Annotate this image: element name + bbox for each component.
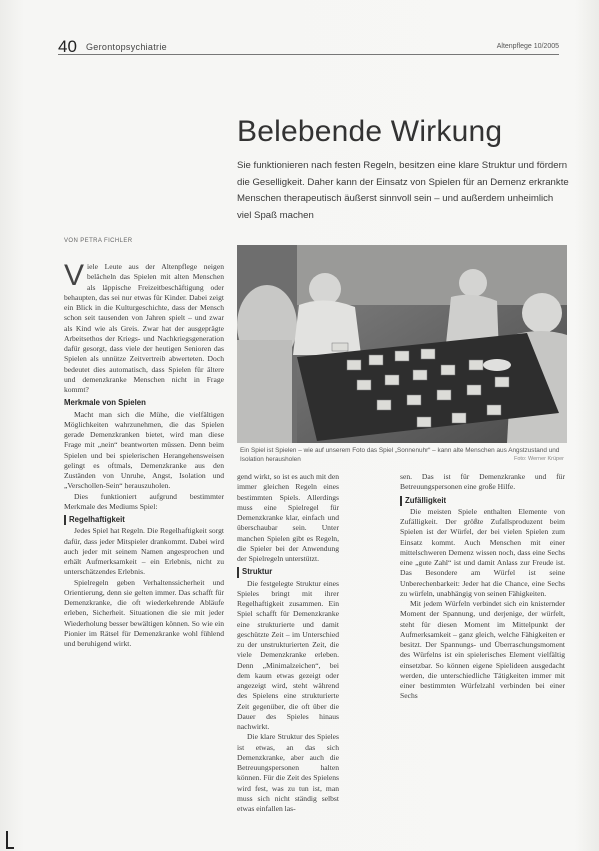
article-lead: Sie funktionieren nach festen Regeln, besitzen eine klare Struktur und fördern die Geselligkeit. Daher kann der Einsatz von Spielen für an Demenz erkrankte Menschen therapeutisch äußerst sinnvoll sein – und außerdem unheimlich viel Spaß machen: [237, 160, 569, 221]
article-photo: [237, 245, 567, 443]
paragraph: Die meisten Spiele enthalten Elemente von Zufälligkeit. Der größte Zufallsproduzent beim Spielen ist der Würfel, der bei vielen Spielen zum Einsatz kommt. Auch Menschen mit einer mittelschweren Demenz wissen noch, dass eine Sechs eine „gute Zahl“ ist und damit Anlass zur Freude ist. Das Besondere am Würfel ist seine Unberechenbarkeit: Jeder hat die Chance, eine Sechs zu würfeln, unabhängig von seinen Fähigkeiten.: [400, 506, 565, 598]
photo-illustration: [237, 245, 567, 443]
paragraph: sen. Das ist für Demenzkranke und für Betreuungspersonen eine große Hilfe.: [400, 472, 565, 492]
paragraph: Die klare Struktur des Spieles ist etwas, an das sich Demenzkranke, aber auch die Betreuungspersonen halten können. Für die Zeit des Spielens wird fest, was zu tun ist, man muss sich nicht ständig selbst etwas einfallen las-: [237, 732, 339, 813]
intro-text: iele Leute aus der Altenpflege neigen belächeln das Spielen mit alten Menschen als läppische Freizeitbeschäftigung oder behaupten, das sei nur etwas für Kinder. Dabei zeigt ein Blick in die Kulturgeschichte, dass der Mensch schon seit tausenden von Jahren spielt – und zwar als Kind wie als Greis. Zwar hat der ausgeprägte Arbeitsethos der Kriegs- und Nachkriegsgeneration dafür gesorgt, dass viele der heutigen Senioren das Spielen als unnütze Zeitvertreib abwerteten. Doch bedeutet dies automatisch, dass Spielen für ältere und demenzkranke Menschen nicht in Frage kommt?: [64, 262, 224, 394]
text-column-3: [400, 472, 565, 702]
subheading-struktur: Struktur: [237, 567, 339, 577]
photo-credit: Foto: Werner Krüper: [513, 456, 564, 462]
text-column-2: [237, 472, 339, 814]
author-line: VON PETRA FICHLER: [64, 238, 133, 244]
caption-text: Ein Spiel ist Spielen – wie auf unserem Foto das Spiel „Sonnenuhr“ – kann alte Menschen aus Angstzustand und Isolation herausholen: [240, 447, 560, 463]
subheading-zufaelligkeit: Zufälligkeit: [400, 496, 565, 506]
paragraph: gend wirkt, so ist es auch mit den immer gleichen Regeln eines bestimmten Spiels. Allerdings muss eine Spielregel für Demenzkranke klar, einfach und überschaubar sein. Unter manchen Spielen gibt es Regeln, die Spieler bei der Anwendung der Spielregeln unterstützt.: [237, 472, 339, 563]
subheading-regelhaftigkeit: Regelhaftigkeit: [64, 515, 224, 525]
section-name: Gerontopsychiatrie: [86, 42, 167, 52]
paragraph: Die festgelegte Struktur eines Spieles bringt mit ihrer Regelhaftigkeit zusammen. Ein Spiel schafft für Demenzkranke eine strukturierte und damit geschützte Zeit – im Unterschied zu der unstrukturierten Zeit, die viele Demenzkranke erleben. Denn „Minimalzeichen“, bei dem kaum etwas gezeigt oder angezeigt wird, steht während des Spielens eine strukturierte Zeit gegenüber, die oft über die Dauer des Spieles hinaus nachwirkt.: [237, 578, 339, 731]
issue-source: Altenpflege 10/2005: [496, 43, 559, 50]
photo-caption: [240, 446, 566, 464]
paragraph: Macht man sich die Mühe, die vielfältigen Möglichkeiten wahrzunehmen, die das Spielen gerade Demenzkranken bietet, wird man diese Frage mit „nein“ beantworten müssen. Denn beim Spielen und bei spielerischen Herangehensweisen gelingt es oftmals, Demenzkranke aus den Zuständen von Unruhe, Angst, Isolation und „Verschollen-Sein“ herauszuholen.: [64, 409, 224, 491]
paragraph: Spielregeln geben Verhaltenssicherheit und Orientierung, denn sie gelten immer. Das schafft für Demenzkranke, die oft wiederkehrende Abläufe erleben, Sicherheit. Situationen die sie mit jeder Wiederholung besser bewältigen können. So wie ein Pionier im Rätsel für Demenzkranke wohl fühlend und beruhigend wirkt.: [64, 577, 224, 648]
header-rule: [58, 54, 559, 55]
page-header: [58, 37, 559, 58]
paragraph: Dies funktioniert aufgrund bestimmter Merkmale des Mediums Spiel:: [64, 491, 224, 511]
intro-paragraph: [64, 259, 224, 395]
page-number: 40: [58, 37, 77, 56]
drop-cap: V: [64, 259, 85, 292]
article-title: Belebende Wirkung: [237, 115, 503, 148]
text-column-1: [64, 259, 224, 649]
paragraph: Jedes Spiel hat Regeln. Die Regelhaftigkeit sorgt dafür, dass jeder Mitspieler drankommt. Dabei wird auch jeder mit seinem Namen angesprochen und erhält Aufmerksamkeit – ein Erlebnis, nicht zu unterschätzendes Erlebnis.: [64, 526, 224, 577]
crop-mark: [6, 831, 14, 849]
paragraph: Mit jedem Würfeln verbindet sich ein knisternder Moment der Spannung, und derjenige, der würfelt, steht für diesen Moment im Mittelpunkt der Aufmerksamkeit – ganz gleich, welche Fähigkeiten er besitzt. Der Spannungs- und Überraschungsmoment des Würfelns ist ein spielerisches Element vielfältig einsetzbar. So können eigene Spielideen ausgedacht werden, die unterschiedliche Tätigkeiten immer mit einer bestimmten Würfelzahl verbinden bei einer Sechs: [400, 599, 565, 701]
subheading-merkmale: Merkmale von Spielen: [64, 398, 146, 408]
